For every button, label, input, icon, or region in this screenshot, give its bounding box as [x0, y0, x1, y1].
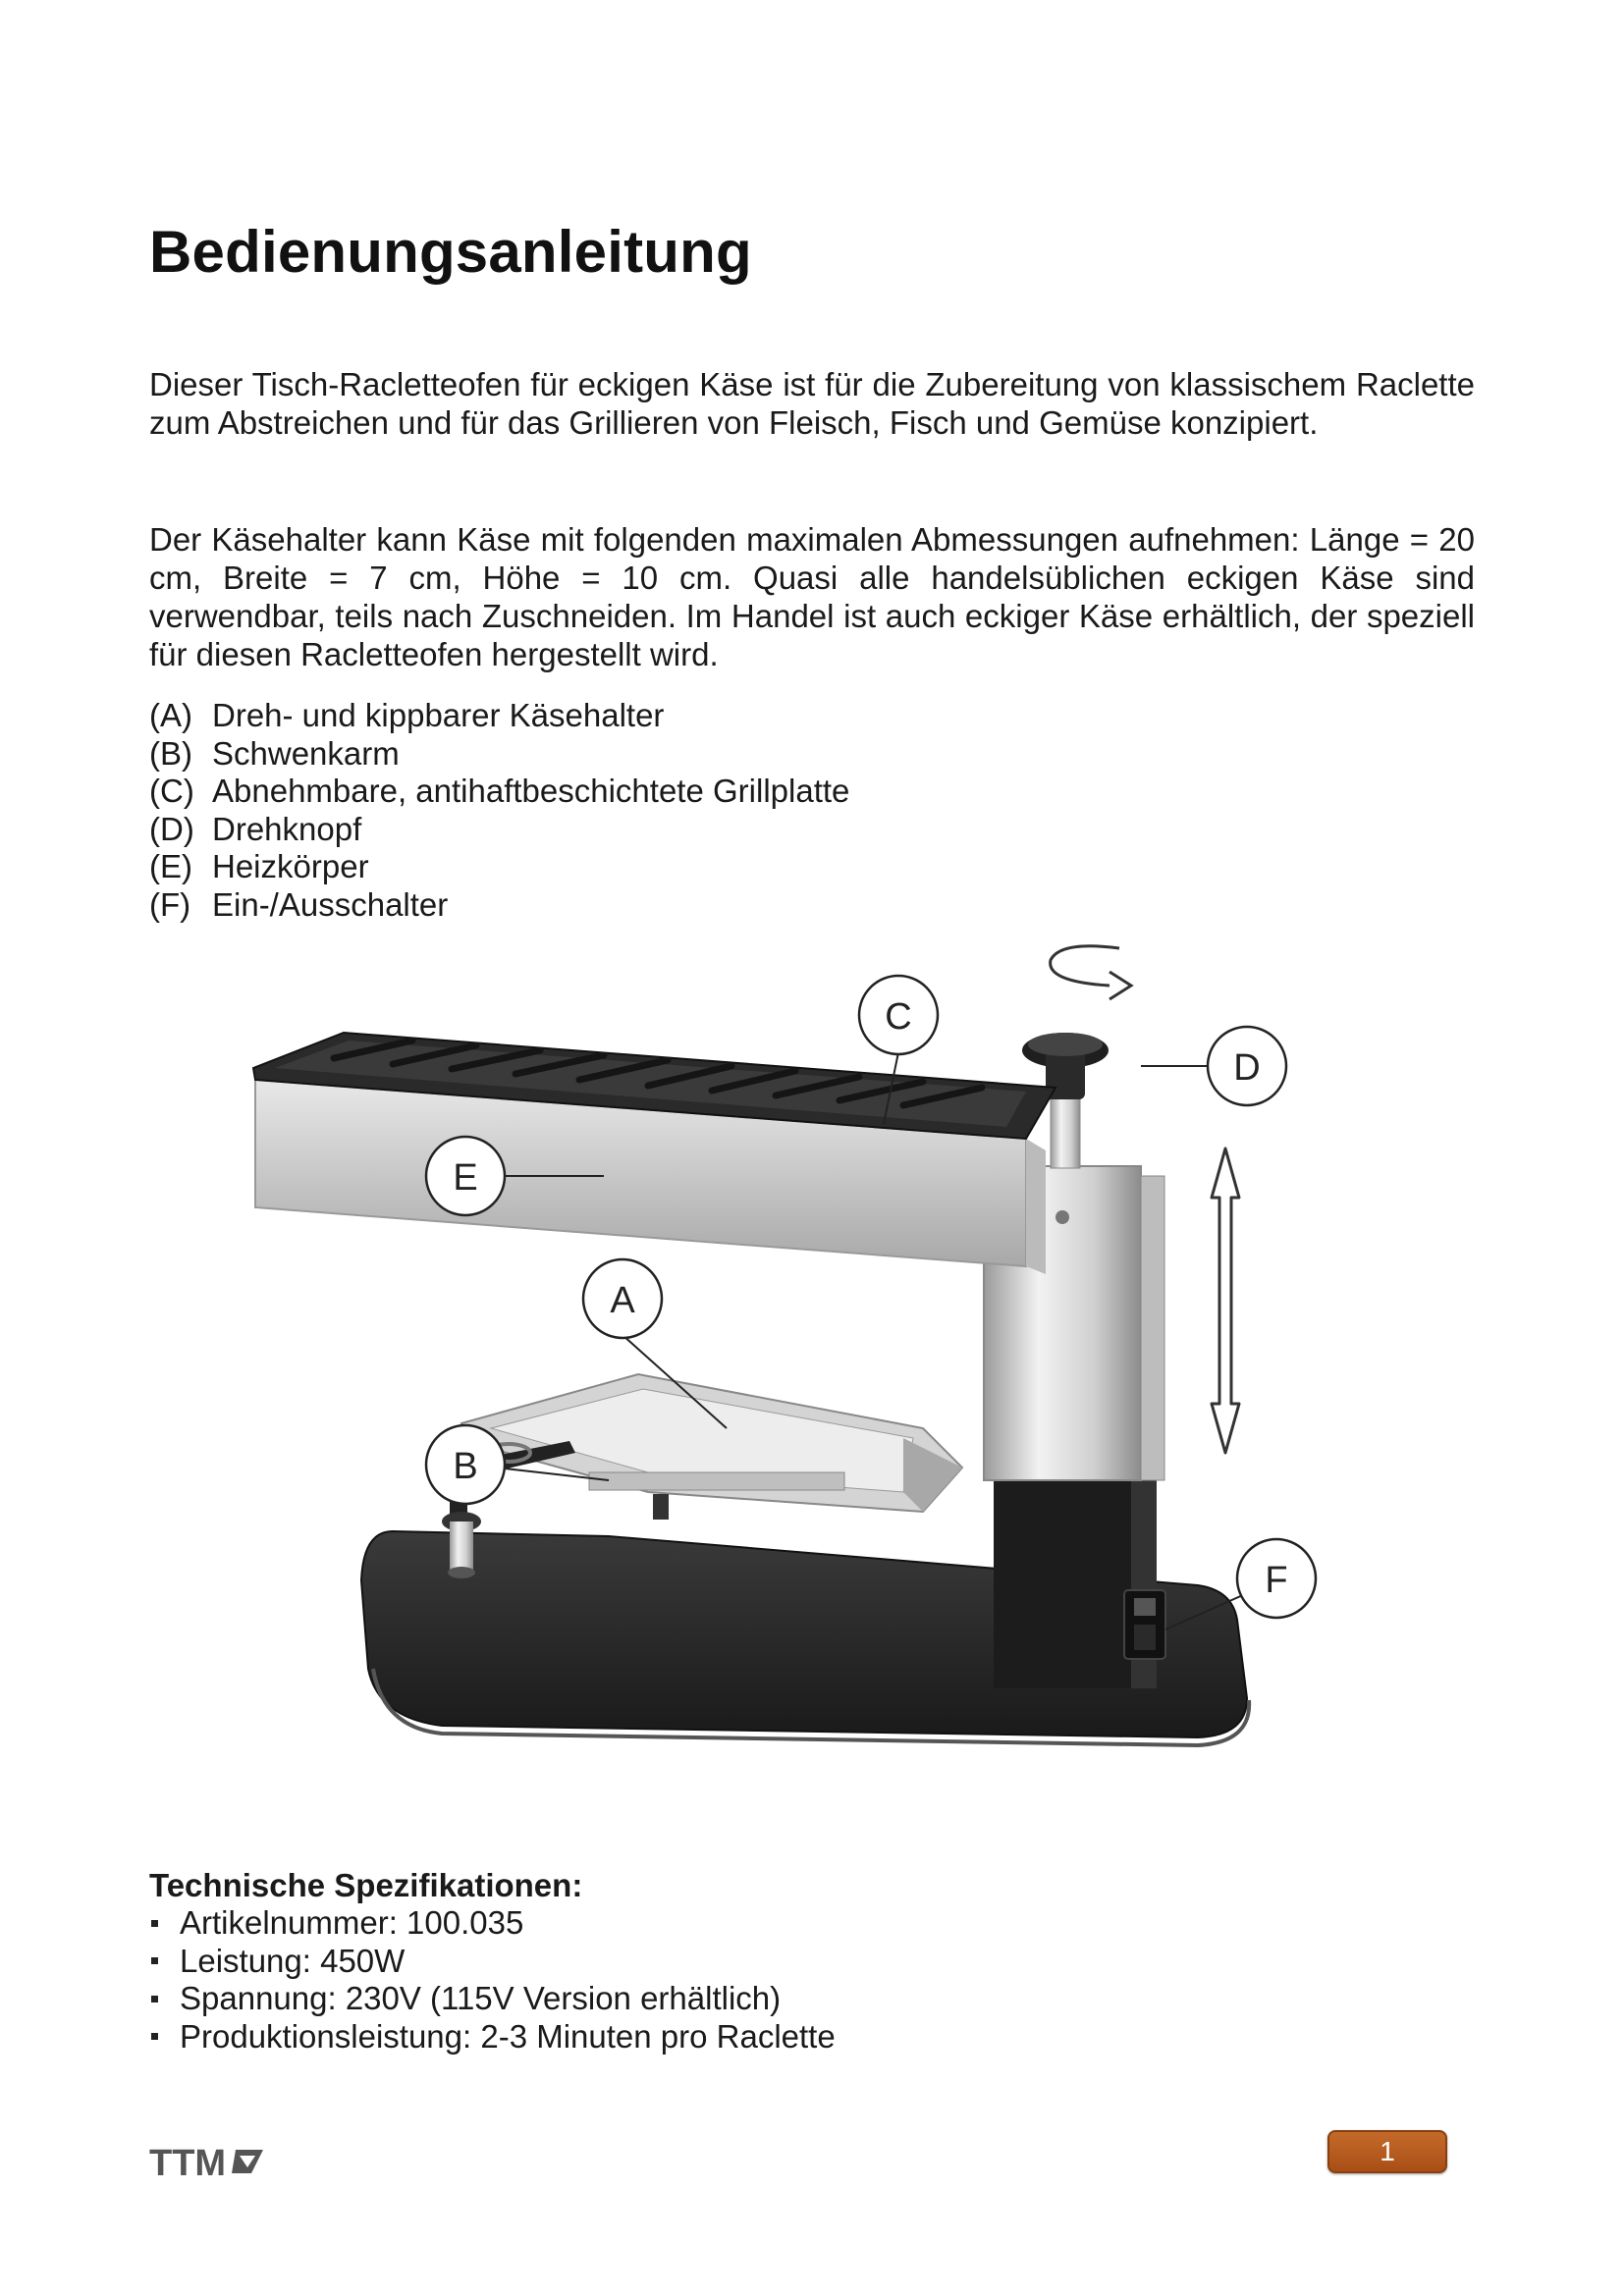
power-switch	[1124, 1590, 1165, 1659]
callout-d	[1208, 1027, 1286, 1105]
specs-heading: Technische Spezifikationen:	[149, 1867, 583, 1903]
page-title: Bedienungsanleitung	[149, 219, 752, 285]
svg-text:B: B	[453, 1446, 478, 1487]
callout-c	[859, 976, 938, 1054]
raclette-oven-illustration	[137, 942, 1492, 1826]
parts-list-item: (B) Schwenkarm	[149, 734, 400, 772]
parts-list-item: (A) Dreh- und kippbarer Käsehalter	[149, 697, 665, 733]
specs-item: Leistung: 450W	[149, 1943, 836, 1981]
specs-item: Produktionsleistung: 2-3 Minuten pro Raclette	[149, 2018, 836, 2056]
parts-list-item: (C) Abnehmbare, antihaftbeschichtete Grillplatte	[149, 773, 850, 810]
callout-e	[426, 1137, 505, 1215]
callout-b	[426, 1425, 505, 1504]
parts-list-item: (D) Drehknopf	[149, 810, 362, 847]
bullet-icon	[151, 2033, 158, 2040]
svg-text:E: E	[453, 1157, 478, 1199]
callout-a	[583, 1259, 662, 1338]
parts-list-item: (E) Heizkörper	[149, 848, 369, 885]
cheese-holder	[461, 1374, 962, 1520]
dimensions-paragraph: Der Käsehalter kann Käse mit folgenden maximalen Abmessungen aufnehmen: Länge = 20 cm, Breite = 7 cm, Höhe = 10 cm. Quasi alle handelsüblichen eckigen Käse sind verwendbar, teils nach Zuschneiden. Im Handel ist auch eckiger Käse erhältlich, der speziell für diesen Racletteofen hergestellt wird.	[149, 521, 1475, 672]
svg-text:C: C	[885, 996, 912, 1038]
height-adjust-arrow-icon	[1212, 1148, 1239, 1453]
bullet-icon	[151, 1920, 158, 1927]
specs-item: Spannung: 230V (115V Version erhältlich)	[149, 1980, 836, 2018]
specs-item: Artikelnummer: 100.035	[149, 1904, 836, 1943]
intro-paragraph: Dieser Tisch-Racletteofen für eckigen Käse ist für die Zubereitung von klassischem Raclette zum Abstreichen und für das Grillieren von Fleisch, Fisch und Gemüse konzipiert.	[149, 366, 1475, 441]
page-number-badge: 1	[1327, 2130, 1447, 2173]
svg-text:A: A	[610, 1280, 635, 1321]
callout-f	[1237, 1539, 1316, 1618]
svg-text:D: D	[1233, 1047, 1261, 1089]
rotation-arrow-icon	[1051, 946, 1131, 999]
column-lower	[994, 1472, 1141, 1688]
parts-list-item: (F) Ein-/Ausschalter	[149, 885, 449, 923]
bullet-icon	[151, 1996, 158, 2002]
svg-text:F: F	[1265, 1560, 1288, 1601]
screw-icon	[1056, 1210, 1069, 1224]
svg-text:TTM: TTM	[149, 2143, 227, 2183]
ttm-logo	[149, 2140, 267, 2183]
specs-list	[149, 1904, 836, 2056]
parts-list	[149, 697, 849, 925]
bullet-icon	[151, 1957, 158, 1964]
